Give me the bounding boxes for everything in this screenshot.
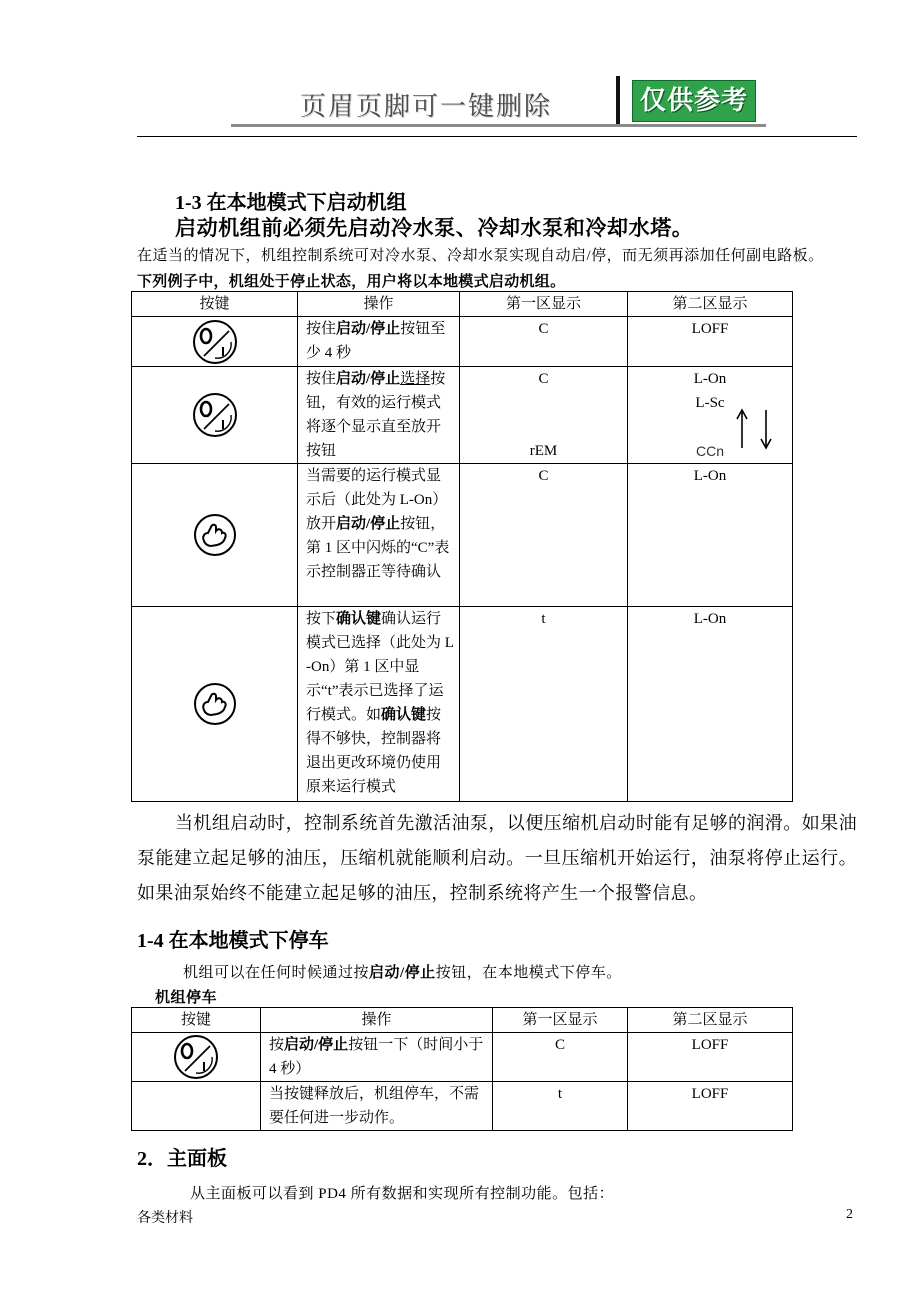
header-divider [616,76,620,126]
header-zone2: 第二区显示 [628,292,793,317]
operation-cell [261,1033,493,1082]
page-number: 2 [846,1207,853,1222]
text-run: 按钮一下（时间小于 4 秒） [269,1037,484,1077]
oil-pump-paragraph: 当机组启动时，控制系统首先激活油泵，以便压缩机启动时能有足够的润滑。如果油泵能建立起足够的油压，压缩机就能顺利启动。一旦压缩机开始运行，油泵将停止运行。如果油泵始终不能建立起足够的油压，控制系统将产生一个报警信息。 [137,813,857,903]
table-row [132,464,793,607]
operation-cell [261,1082,493,1131]
zone2-cell [628,367,793,464]
header-key: 按键 [132,292,298,317]
down-arrow-icon [761,410,771,448]
bold-term: 启动/停止 [284,1037,349,1053]
start-stop-icon [191,318,239,366]
text-run: 按 [269,1037,285,1053]
section-1-4-subtitle: 机组停车 [155,990,218,1006]
text-run: 按住 [306,371,337,387]
text-run: 当需要的运行模式显示后（此处为 L-On）放开 [306,468,448,532]
zone1-cell: C [460,464,628,607]
bold-term: 启动/停止 [336,371,401,387]
zone1-cell: C [493,1033,628,1082]
header-banner-text: 页眉页脚可一键删除 [300,92,553,122]
text-run: 按钮，第 1 区中闪烁的“C”表示控制器正等待确认 [306,516,450,580]
text-run: 按得不够快，控制器将退出更改环境仍使用原来运行模式 [306,707,442,795]
table-row [132,607,793,802]
zone1-cell: t [460,607,628,802]
text-run: 按住 [306,321,337,337]
section-1-4-intro [183,961,622,982]
header-key: 按键 [132,1008,261,1033]
header-zone2: 第二区显示 [628,1008,793,1033]
zone2-cell: L-On [628,607,793,802]
operation-cell [298,367,460,464]
text-run: 按钮，有效的运行模式将逐个显示直至放开按钮 [306,371,446,459]
table-header-row [132,292,793,317]
bold-term: 启动/停止 [336,321,401,337]
bold-term: 确认键 [381,707,427,723]
section-1-3-example: 下列例子中，机组处于停止状态，用户将以本地模式启动机组。 [137,274,566,290]
zone2-mode-l-on: L-On [693,371,727,387]
text-run: 按钮，在本地模式下停车。 [435,965,622,981]
table-row [132,1082,793,1131]
start-stop-icon [172,1033,220,1081]
confirm-hand-icon [192,512,238,558]
section-1-3-title: 1-3 在本地模式下启动机组 [175,192,407,214]
zone2-cell: LOFF [628,1033,793,1082]
header-operation: 操作 [298,292,460,317]
section-1-3-note: 在适当的情况下，机组控制系统可对冷水泵、冷却水泵实现自动启/停，而无须再添加任何副电路板。 [137,248,824,264]
zone1-display-stack [460,367,627,463]
cycle-arrows [732,407,776,451]
header-underline [231,124,766,127]
zone2-cell: L-On [628,464,793,607]
bold-term: 确认键 [336,611,382,627]
text-run: 按钮至少 4 秒 [306,321,446,361]
zone2-cell: LOFF [628,1082,793,1131]
zone1-cell: C [460,317,628,367]
table-header-row [132,1008,793,1033]
text-run: 当按键释放后，机组停车，不需要任何进一步动作。 [269,1086,480,1126]
header-zone1: 第一区显示 [493,1008,628,1033]
operation-cell [298,607,460,802]
key-cell [132,464,298,607]
key-cell [132,1082,261,1131]
zone1-value-bottom: rEM [529,443,558,459]
header-zone1: 第一区显示 [460,292,628,317]
header-rule [137,136,857,137]
section-2-title: 2．主面板 [137,1148,227,1170]
reference-only-badge: 仅供参考 [632,80,756,122]
section-2-text: 从主面板可以看到 PD4 所有数据和实现所有控制功能。包括： [190,1186,615,1202]
text-run: 机组可以在任何时候通过按 [183,965,370,981]
zone2-display-stack [628,367,792,463]
table-row [132,367,793,464]
zone2-cell: LOFF [628,317,793,367]
zone1-cell: t [493,1082,628,1131]
bold-term: 启动/停止 [369,965,436,981]
confirm-hand-icon [192,681,238,727]
zone1-value-top: C [538,371,549,387]
start-stop-icon [191,391,239,439]
start-procedure-table [131,291,793,802]
key-cell [132,317,298,367]
up-arrow-icon [737,410,747,448]
operation-cell [298,464,460,607]
key-cell [132,607,298,802]
zone2-mode-l-sc: L-Sc [695,395,725,411]
table-row [132,1033,793,1082]
stop-procedure-table [131,1007,793,1131]
key-cell [132,1033,261,1082]
key-cell [132,367,298,464]
footer-label: 各类材料 [137,1211,193,1226]
zone1-cell [460,367,628,464]
section-1-3-warning: 启动机组前必须先启动冷水泵、冷却水泵和冷却水塔。 [175,216,694,240]
zone2-mode-ccn: CCn [695,443,724,459]
bold-term: 启动/停止 [336,516,401,532]
text-run: 按下 [306,611,337,627]
underlined-term: 选择 [400,371,431,387]
section-1-4-title: 1-4 在本地模式下停车 [137,930,329,952]
table-row [132,317,793,367]
header-operation: 操作 [261,1008,493,1033]
operation-cell [298,317,460,367]
text-run: 确认运行模式已选择（此处为 L-On）第 1 区中显示“t”表示已选择了运行模式。如 [306,611,454,723]
